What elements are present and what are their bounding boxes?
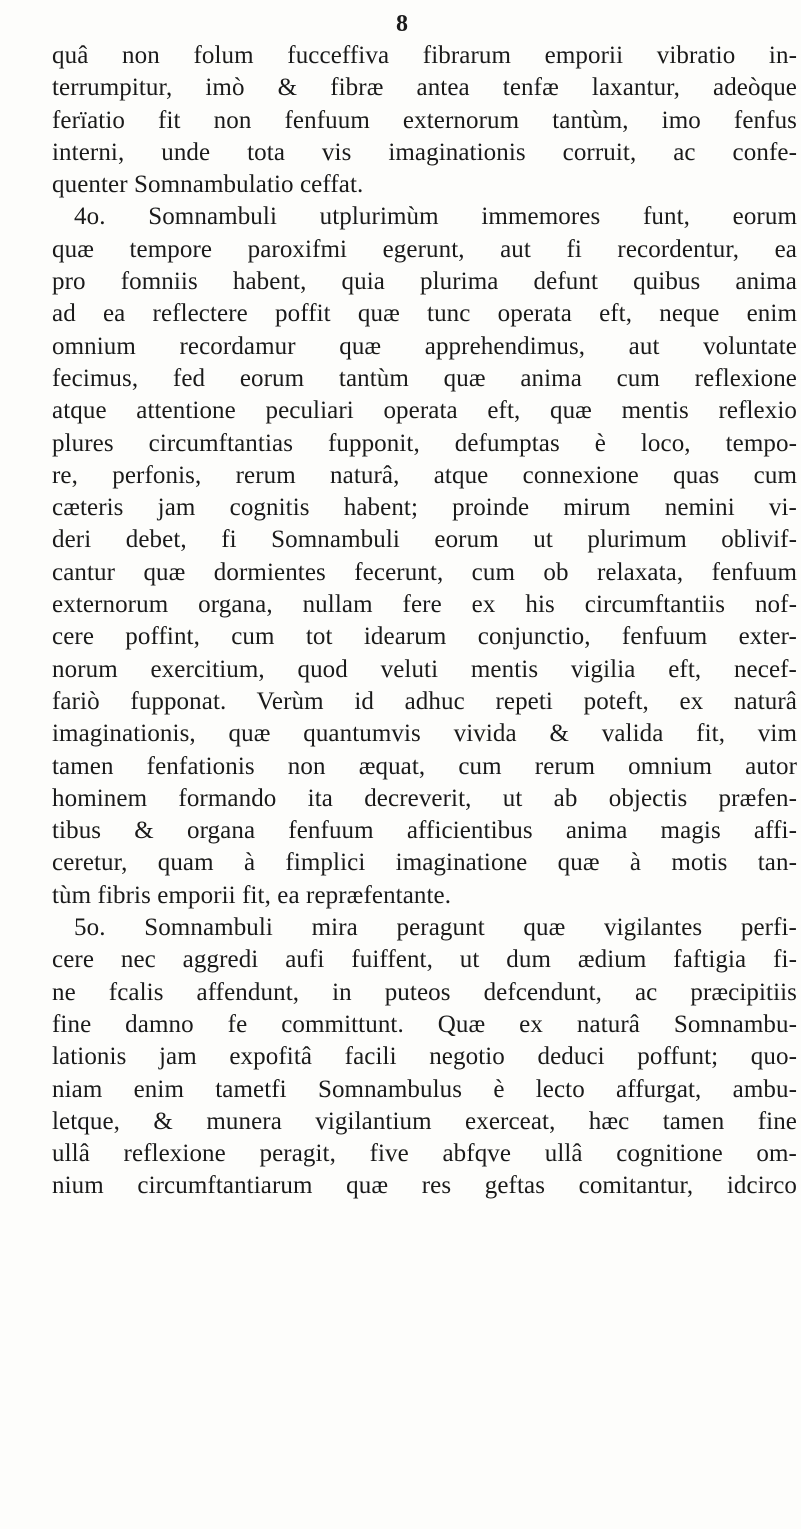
text-line: ullâ reflexione peragit, five abfqve ullâ cognitione om- [52, 1140, 797, 1168]
text-line: fecimus, fed eorum tantùm quæ anima cum reflexione [52, 364, 797, 392]
text-line: lationis jam expofitâ facili negotio deduci poffunt; quo- [52, 1043, 797, 1071]
text-line: hominem formando ita decreverit, ut ab objectis præfen- [52, 784, 797, 812]
text-line: quæ tempore paroxifmi egerunt, aut fi recordentur, ea [52, 235, 797, 263]
text-line: terrumpitur, imò & fibræ antea tenfæ laxantur, adeòque [52, 74, 797, 102]
text-line: tùm fibris emporii fit, ea repræfentante. [52, 881, 452, 909]
text-line: deri debet, fi Somnambuli eorum ut plurimum oblivif- [52, 526, 797, 554]
text-line: nium circumftantiarum quæ res geftas comitantur, idcirco [52, 1172, 797, 1200]
text-line: plures circumftantias fupponit, defumptas è loco, tempo- [52, 429, 797, 457]
text-line: imaginationis, quæ quantumvis vivida & valida fit, vim [52, 720, 797, 748]
text-line: norum exercitium, quod veluti mentis vigilia eft, necef- [52, 655, 797, 683]
text-line: tibus & organa fenfuum afficientibus anima magis affi- [52, 817, 797, 845]
text-line: atque attentione peculiari operata eft, quæ mentis reflexio [52, 397, 797, 425]
text-line: tamen fenfationis non æquat, cum rerum omnium autor [52, 752, 797, 780]
body-text [52, 40, 797, 1203]
text-line: niam enim tametfi Somnambulus è lecto affurgat, ambu- [52, 1075, 797, 1103]
text-line: 5o. Somnambuli mira peragunt quæ vigilantes perfi- [74, 914, 797, 942]
text-line: 4o. Somnambuli utplurimùm immemores funt, eorum [74, 203, 797, 231]
text-line: fariò fupponat. Verùm id adhuc repeti poteft, ex naturâ [52, 687, 797, 715]
text-line: ad ea reflectere poffit quæ tunc operata eft, neque enim [52, 300, 797, 328]
text-line: ferïatio fit non fenfuum externorum tantùm, imo fenfus [52, 106, 797, 134]
text-line: cantur quæ dormientes fecerunt, cum ob relaxata, fenfuum [52, 558, 797, 586]
text-line: quenter Somnambulatio ceffat. [52, 171, 364, 199]
page-number: 8 [396, 11, 408, 37]
text-line: quâ non folum fucceffiva fibrarum emporii vibratio in- [52, 42, 797, 69]
text-line: cæteris jam cognitis habent; proinde mirum nemini vi- [52, 494, 797, 522]
text-line: cere poffint, cum tot idearum conjunctio, fenfuum exter- [52, 623, 797, 651]
text-line: re, perfonis, rerum naturâ, atque connexione quas cum [52, 461, 797, 489]
text-line: ceretur, quam à fimplici imaginatione quæ à motis tan- [52, 849, 797, 877]
text-line: ne fcalis affendunt, in puteos defcendunt, ac præcipitiis [52, 978, 797, 1006]
text-line: cere nec aggredi aufi fuiffent, ut dum ædium faftigia fi- [52, 946, 797, 974]
text-line: pro fomniis habent, quia plurima defunt quibus anima [52, 268, 797, 296]
text-line: letque, & munera vigilantium exerceat, hæc tamen fine [52, 1107, 797, 1135]
text-line: omnium recordamur quæ apprehendimus, aut voluntate [52, 332, 797, 360]
text-line: externorum organa, nullam fere ex his circumftantiis nof- [52, 591, 797, 619]
text-line: fine damno fe committunt. Quæ ex naturâ Somnambu- [52, 1010, 797, 1038]
text-line: interni, unde tota vis imaginationis corruit, ac confe- [52, 138, 797, 166]
